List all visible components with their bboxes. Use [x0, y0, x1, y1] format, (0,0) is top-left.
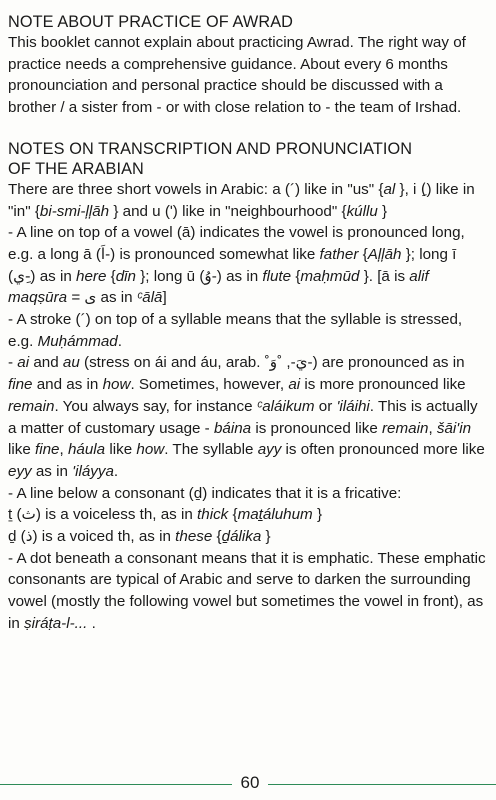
long-vowels-paragraph: - A line on top of a vowel (ā) indicates the vowel is pronounced long, e.g. a long ā (اَ-) is pronounced somewhat like father {Aļļāh }; long ī (ي-ِ) as in here {dīn }; long ū (وُ-) as in flute {maḥmūd }. [ā is alif maqṣūra = ى as in ᶜālā]	[8, 224, 465, 307]
footer-rule-right	[268, 784, 496, 785]
section-heading-awrad: NOTE ABOUT PRACTICE OF AWRAD	[8, 13, 294, 31]
heading-line-1: NOTES ON TRANSCRIPTION AND PRONUNCIATION	[8, 139, 413, 158]
emphatic-paragraph: - A dot beneath a consonant means that it is emphatic. These emphatic consonants are typical of Arabic and serve to darken the surrounding vowel (mostly the following vowel but sometimes the vowel in front), as in ṣiráṭa-l-... .	[8, 549, 486, 632]
page-footer	[0, 770, 496, 800]
short-vowels-paragraph: There are three short vowels in Arabic: a (´) like in "us" {al }, i (ِ) like in "in" {bi-smi-ļļāh } and u (ʹ) like in "neighbourhood" {kúllu }	[8, 180, 475, 220]
voiced-th-line: ḏ (ذ) is a voiced th, as in these {ḏálika }	[8, 528, 271, 546]
section-gap	[8, 119, 486, 139]
diphthong-paragraph: - ai and au (stress on ái and áu, arab. ˚يَ-, ˚وَ-) are pronounced as in fine and as in how. Sometimes, however, ai is more pronounced like remain. You always say, for instance ᶜaláikum or 'iláihi. This is actually a matter of customary usage - báina is pronounced like remain, šāi'in like fine, háula like how. The syllable ayy is often pronounced more like eyy as in 'iláyya.	[8, 354, 485, 480]
voiceless-th-line: ṯ (ث) is a voiceless th, as in thick {maṯáluhum }	[8, 506, 323, 524]
footer-rule-left	[0, 784, 232, 785]
section-heading-transcription	[8, 139, 486, 179]
awrad-paragraph: This booklet cannot explain about practicing Awrad. The right way of practice needs a comprehensive guidance. About every 6 months pronounciation and personal practice should be discussed with a brother / a sister from - or with close relation to - the team of Irshad.	[8, 34, 466, 117]
page-number: 60	[240, 773, 260, 792]
heading-line-2: OF THE ARABIAN	[8, 159, 144, 178]
fricative-paragraph: - A line below a consonant (ḏ) indicates that it is a fricative:	[8, 484, 402, 502]
stress-paragraph: - A stroke (´) on top of a syllable means that the syllable is stressed, e.g. Muḥámmad.	[8, 311, 463, 350]
